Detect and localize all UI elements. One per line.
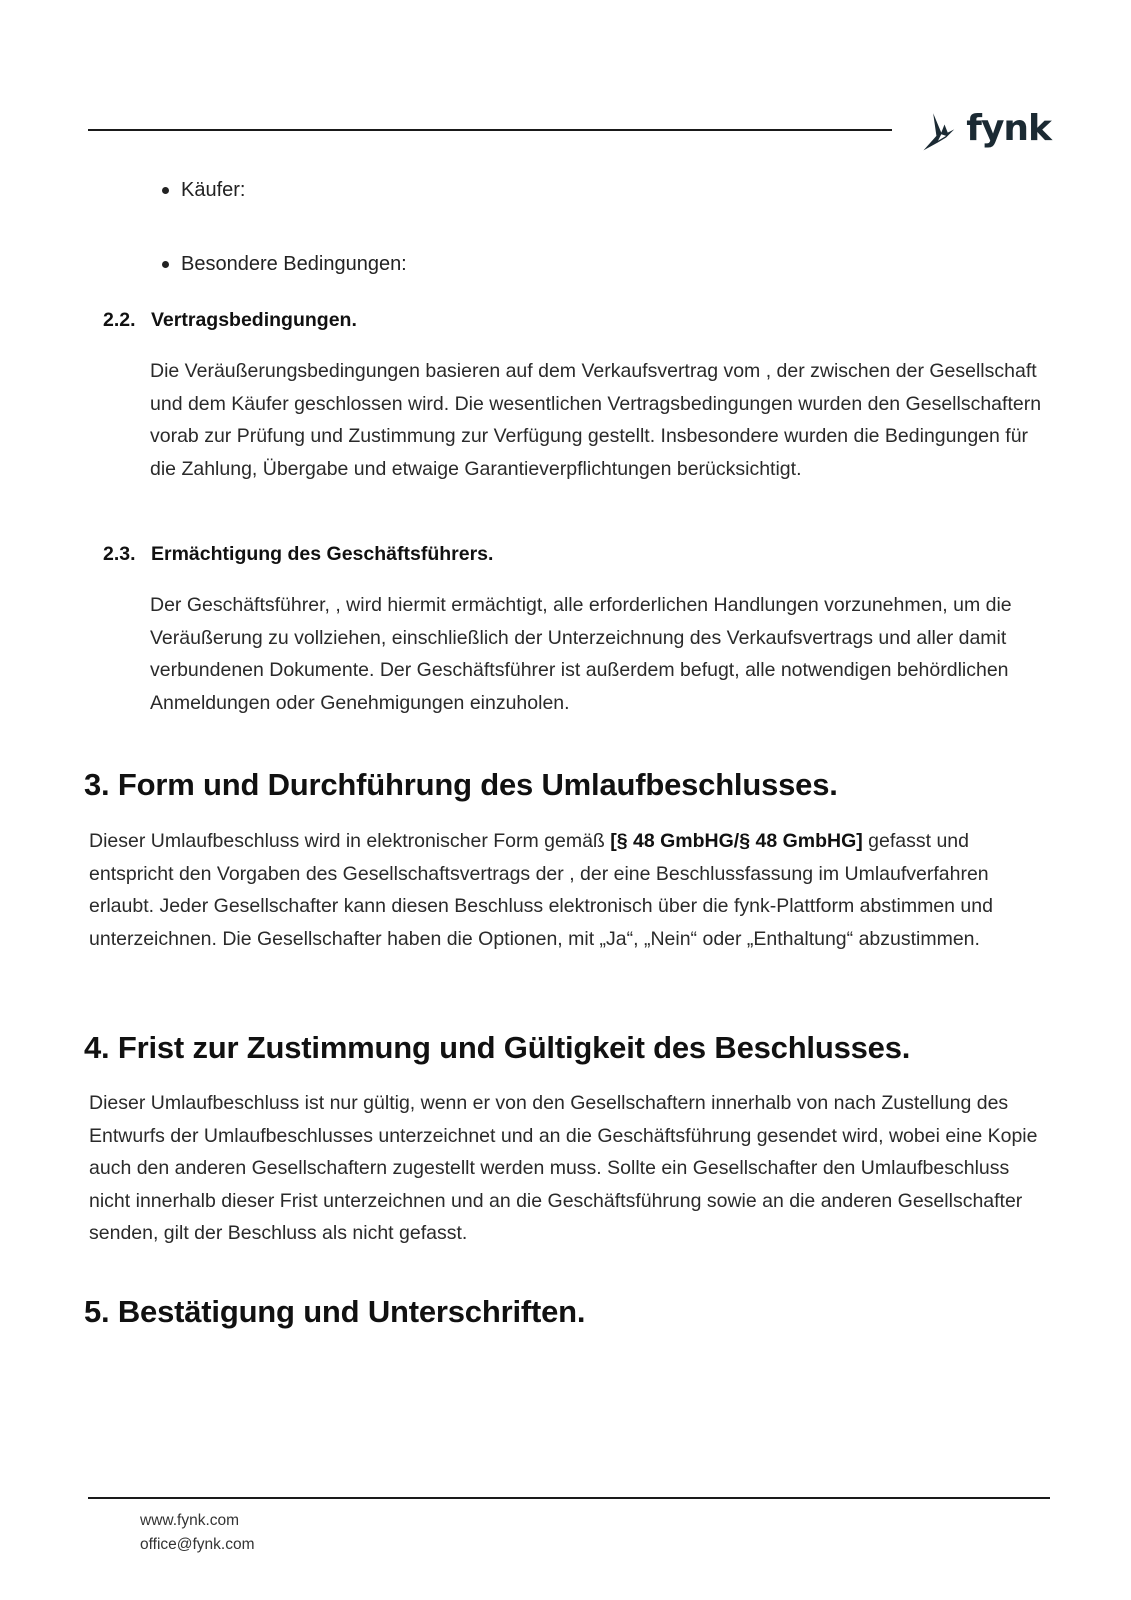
logo-wordmark: fynk — [966, 108, 1051, 149]
section-heading: 5. Bestätigung und Unterschriften. — [84, 1294, 586, 1329]
section-body-text: gefasst und entspricht den Vorgaben des Gesellschaftsvertrags der , der eine Beschlussfassung im Umlaufverfahren erlaubt. Jeder Gesellschafter kann diesen Beschluss elektronisch über die fynk-Plattform abstimmen und unterzeichnen. Die Gesellschafter haben die Optionen, mit „Ja“, „Nein“ oder „Enthaltung“ abzustimmen. — [89, 830, 993, 950]
list-item-label: Käufer: — [181, 179, 246, 201]
list-item-label: Besondere Bedingungen: — [181, 253, 407, 275]
legal-reference: [§ 48 GmbHG/§ 48 GmbHG] — [610, 830, 863, 852]
list-item — [162, 253, 407, 276]
footer-website: www.fynk.com — [140, 1512, 240, 1529]
subsection-heading — [103, 543, 493, 566]
subsection-title: Ermächtigung des Geschäftsführers. — [151, 543, 494, 565]
bullet-icon — [162, 261, 169, 268]
bird-logo-icon — [917, 103, 962, 159]
subsection-body: Der Geschäftsführer, , wird hiermit ermächtigt, alle erforderlichen Handlungen vorzunehmen, um die Veräußerung zu vollziehen, einschließlich der Unterzeichnung des Verkaufsvertrags und aller damit verbundenen Dokumente. Der Geschäftsführer ist außerdem befugt, alle notwendigen behördlichen Anmeldungen oder Genehmigungen einzuholen. — [150, 594, 1012, 714]
footer-divider — [88, 1497, 1050, 1499]
subsection-number: 2.3. — [103, 543, 136, 565]
section-body-text: Dieser Umlaufbeschluss wird in elektronischer Form gemäß — [89, 830, 611, 852]
section-heading: 3. Form und Durchführung des Umlaufbeschlusses. — [84, 767, 838, 802]
list-item — [162, 179, 245, 202]
subsection-heading — [103, 309, 357, 332]
subsection-title: Vertragsbedingungen. — [151, 309, 357, 331]
fynk-logo — [917, 103, 1051, 159]
subsection-number: 2.2. — [103, 309, 136, 331]
section-body — [89, 825, 1054, 955]
section-heading: 4. Frist zur Zustimmung und Gültigkeit des Beschlusses. — [84, 1030, 911, 1065]
subsection-body: Die Veräußerungsbedingungen basieren auf dem Verkaufsvertrag vom , der zwischen der Gesellschaft und dem Käufer geschlossen wird. Die wesentlichen Vertragsbedingungen wurden den Gesellschaftern vorab zur Prüfung und Zustimmung zur Verfügung gestellt. Insbesondere wurden die Bedingungen für die Zahlung, Übergabe und etwaige Garantieverpflichtungen berücksichtigt. — [150, 360, 1042, 480]
bullet-icon — [162, 187, 169, 194]
footer-email: office@fynk.com — [140, 1536, 255, 1553]
section-body: Dieser Umlaufbeschluss ist nur gültig, wenn er von den Gesellschaftern innerhalb von nach Zustellung des Entwurfs der Umlaufbeschlusses unterzeichnet und an die Geschäftsführung gesendet wird, wobei eine Kopie auch den anderen Gesellschaftern zugestellt werden muss. Sollte ein Gesellschafter den Umlaufbeschluss nicht innerhalb dieser Frist unterzeichnen und an die Geschäftsführung sowie an die anderen Gesellschafter senden, gilt der Beschluss als nicht gefasst. — [89, 1092, 1038, 1244]
header-divider — [88, 129, 892, 131]
